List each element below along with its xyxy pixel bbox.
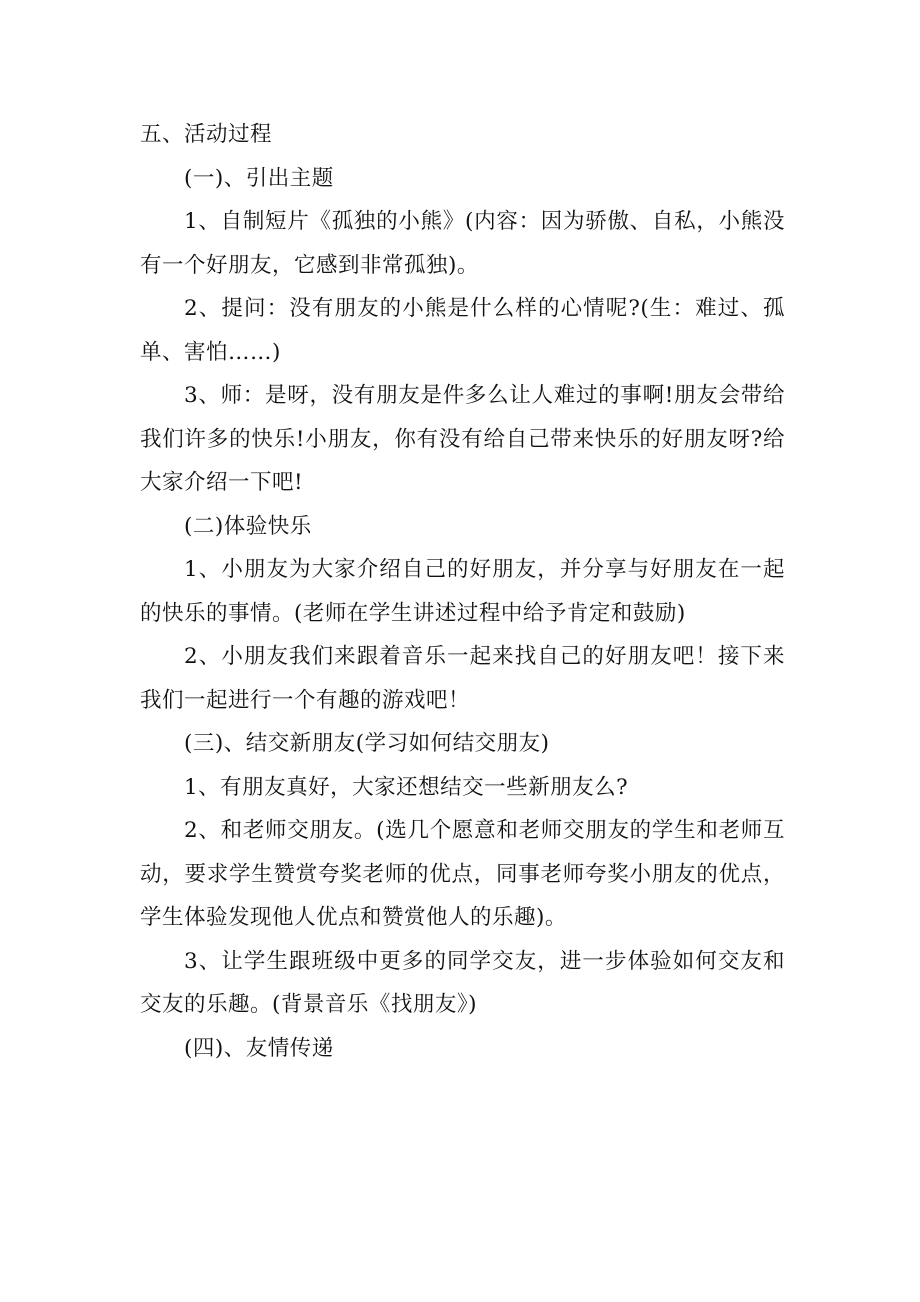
paragraph: 3、让学生跟班级中更多的同学交友，进一步体验如何交友和交友的乐趣。(背景音乐《找朋友》) [140, 948, 785, 1017]
paragraph: 1、小朋友为大家介绍自己的好朋友，并分享与好朋友在一起的快乐的事情。(老师在学生讲述过程中给予肯定和鼓励) [140, 557, 785, 626]
document-body [140, 113, 785, 1070]
paragraph: 1、有朋友真好，大家还想结交一些新朋友么? [184, 774, 629, 800]
paragraph: 3、师：是呀，没有朋友是件多么让人难过的事啊!朋友会带给我们许多的快乐!小朋友，你有没有给自己带来快乐的好朋友呀?给大家介绍一下吧! [140, 383, 785, 495]
paragraph: 2、提问：没有朋友的小熊是什么样的心情呢?(生：难过、孤单、害怕……) [140, 296, 785, 365]
section-heading: 五、活动过程 [140, 122, 273, 147]
subsection-heading: (一)、引出主题 [184, 165, 334, 191]
paragraph: 2、小朋友我们来跟着音乐一起来找自己的好朋友吧！接下来我们一起进行一个有趣的游戏吧！ [140, 644, 785, 713]
subsection-heading: (三)、结交新朋友(学习如何结交朋友) [184, 731, 550, 756]
paragraph: 1、自制短片《孤独的小熊》(内容：因为骄傲、自私，小熊没有一个好朋友，它感到非常孤独)。 [140, 209, 785, 278]
subsection-heading: (二)体验快乐 [184, 513, 312, 539]
paragraph: 2、和老师交朋友。(选几个愿意和老师交朋友的学生和老师互动，要求学生赞赏夸奖老师的优点，同事老师夸奖小朋友的优点，学生体验发现他人优点和赞赏他人的乐趣)。 [140, 818, 785, 930]
subsection-heading: (四)、友情传递 [184, 1035, 334, 1061]
